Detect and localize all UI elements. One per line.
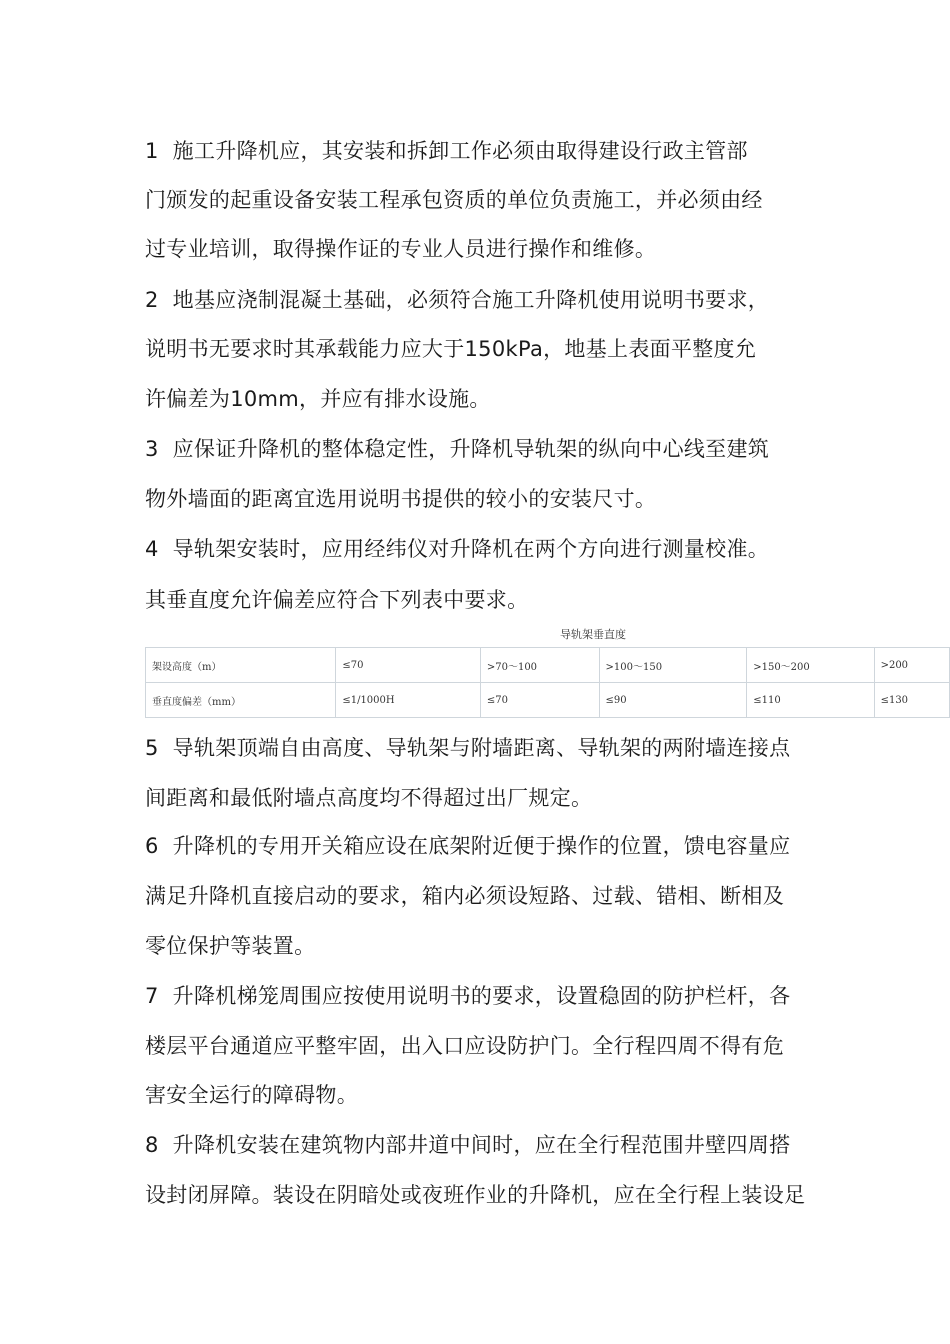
paragraph-6-line-2: 满足升降机直接启动的要求，箱内必须设短路、过载、错相、断相及 [145,884,784,908]
table-caption: 导轨架垂直度 [560,628,626,641]
table-cell: >150～200 [747,648,874,683]
paragraph-1-line-1 [145,136,748,166]
paragraph-1-line-2: 门颁发的起重设备安装工程承包资质的单位负责施工，并必须由经 [145,188,763,212]
paragraph-number: 6 [145,834,159,858]
paragraph-7-line-2: 楼层平台通道应平整牢固，出入口应设防护门。全行程四周不得有危 [145,1034,784,1058]
paragraph-6-line-3: 零位保护等装置。 [145,934,316,958]
paragraph-4-line-1 [145,534,769,564]
paragraph-8-line-2: 设封闭屏障。装设在阴暗处或夜班作业的升降机，应在全行程上装设足 [145,1183,806,1207]
paragraph-text: 应保证升降机的整体稳定性，升降机导轨架的纵向中心线至建筑 [172,437,770,461]
paragraph-text: 导轨架顶端自由高度、导轨架与附墙距离、导轨架的两附墙连接点 [172,736,791,760]
paragraph-number: 5 [145,736,159,760]
table-cell: >100～150 [599,648,747,683]
paragraph-8-line-1 [145,1130,790,1160]
paragraph-7-line-1 [145,981,790,1011]
verticality-table [145,647,950,718]
paragraph-7-line-3: 害安全运行的障碍物。 [145,1083,358,1107]
table-cell: 垂直度偏差（mm） [146,683,336,718]
table-clip [0,640,950,725]
paragraph-1-line-3: 过专业培训，取得操作证的专业人员进行操作和维修。 [145,237,657,261]
paragraph-3-line-2: 物外墙面的距离宜选用说明书提供的较小的安装尺寸。 [145,487,657,511]
table-cell: ≤1/1000H [336,683,481,718]
table-cell: >70～100 [480,648,599,683]
paragraph-text: 施工升降机应，其安装和拆卸工作必须由取得建设行政主管部 [172,139,748,163]
paragraph-number: 7 [145,984,159,1008]
paragraph-number: 3 [145,437,159,461]
paragraph-text: 升降机梯笼周围应按使用说明书的要求，设置稳固的防护栏杆，各 [172,984,791,1008]
paragraph-5-line-2: 间距离和最低附墙点高度均不得超过出厂规定。 [145,786,593,810]
paragraph-5-line-1 [145,733,790,763]
paragraph-4-line-2: 其垂直度允许偏差应符合下列表中要求。 [145,588,529,612]
paragraph-text: 导轨架安装时，应用经纬仪对升降机在两个方向进行测量校准。 [172,537,770,561]
paragraph-number: 8 [145,1133,159,1157]
paragraph-6-line-1 [145,831,790,861]
table-cell: >200 [874,648,949,683]
paragraph-number: 2 [145,288,159,312]
table-cell: 架设高度（m） [146,648,336,683]
paragraph-text: 升降机的专用开关箱应设在底架附近便于操作的位置，馈电容量应 [172,834,791,858]
paragraph-text: 升降机安装在建筑物内部井道中间时，应在全行程范围井壁四周搭 [172,1133,791,1157]
paragraph-text: 地基应浇制混凝土基础，必须符合施工升降机使用说明书要求， [172,288,770,312]
table-row [146,683,950,718]
table-cell: ≤110 [747,683,874,718]
table-cell: ≤90 [599,683,747,718]
table-cell: ≤70 [336,648,481,683]
paragraph-2-line-1 [145,285,769,315]
paragraph-number: 4 [145,537,159,561]
paragraph-3-line-1 [145,434,769,464]
table-cell: ≤130 [874,683,949,718]
table-cell: ≤70 [480,683,599,718]
table-row [146,648,950,683]
paragraph-number: 1 [145,139,159,163]
paragraph-2-line-2: 说明书无要求时其承载能力应大于150kPa，地基上表面平整度允 [145,337,757,361]
paragraph-2-line-3: 许偏差为10mm，并应有排水设施。 [145,387,491,411]
